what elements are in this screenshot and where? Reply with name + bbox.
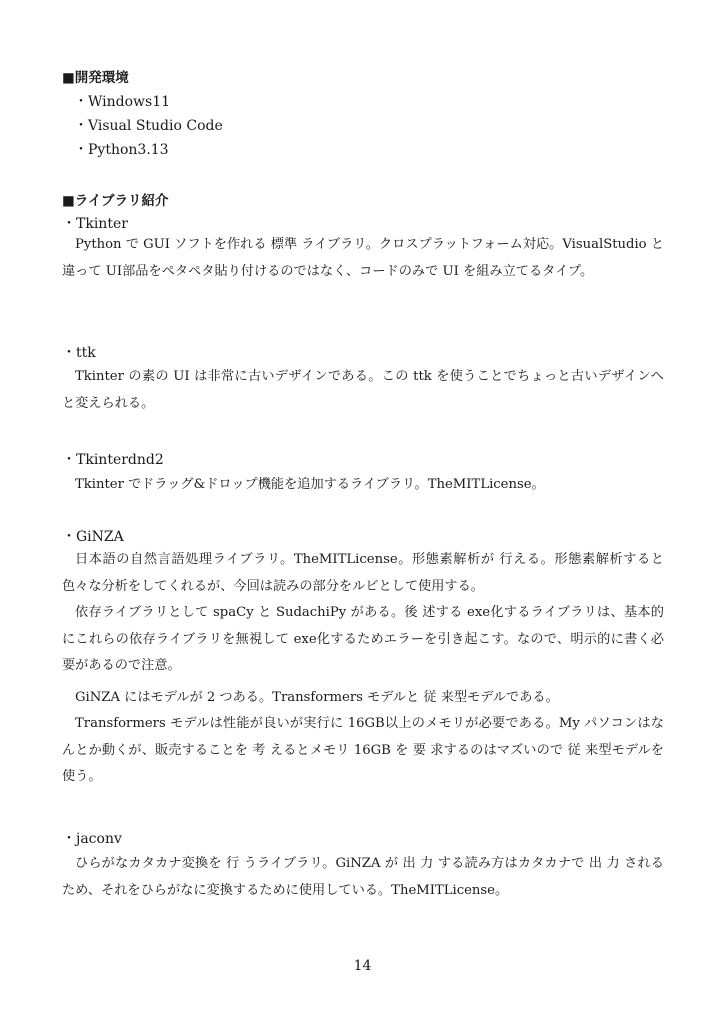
library-desc-tkinter: Python で GUI ソフトを作れる 標準 ライブラリ。クロスプラットフォーム対応。VisualStudio と違って UI部品をペタペタ貼り付けるのではなく、コードのみで UI を組み立てるタイプ。	[62, 237, 664, 279]
library-desc-ginza-2: 依存ライブラリとして spaCy と SudachiPy がある。後 述する exe化するライブラリは、基本的にこれらの依存ライブラリを無視して exe化するためエラーを引き起こす。なので、明示的に書く必要があるので注意。	[62, 605, 664, 673]
dev-env-item: ・Visual Studio Code	[74, 118, 223, 134]
library-name-jaconv: ・jaconv	[62, 831, 122, 847]
library-desc-ginza-4: Transformers モデルは性能が良いが実行に 16GB以上のメモリが必要である。My パソコンはなんとか動くが、販売することを 考 えるとメモリ 16GB を 要 求するのはマズいので 従 来型モデルを使う。	[62, 716, 664, 784]
dev-env-heading: ■開発環境	[62, 70, 129, 86]
dev-env-item: ・Python3.13	[74, 142, 169, 158]
library-name-tkinter: ・Tkinter	[62, 216, 128, 232]
library-name-tkinterdnd2: ・Tkinterdnd2	[62, 452, 164, 468]
library-desc-ginza-3: GiNZA にはモデルが 2 つある。Transformers モデルと 従 来型モデルである。	[75, 690, 559, 705]
library-name-ginza: ・GiNZA	[62, 529, 124, 545]
library-desc-tkinterdnd2: Tkinter でドラッグ&ドロップ機能を追加するライブラリ。TheMITLicense。	[75, 477, 545, 492]
library-name-ttk: ・ttk	[62, 345, 96, 361]
library-desc-jaconv: ひらがなカタカナ変換を 行 うライブラリ。GiNZA が 出 力 する読み方はカタカナで 出 力 されるため、それをひらがなに変換するために使用している。TheMITLicense。	[62, 856, 664, 898]
library-desc-ttk: Tkinter の素の UI は非常に古いデザインである。この ttk を使うことでちょっと古いデザインへと変えられる。	[62, 369, 664, 411]
page-number: 14	[353, 958, 372, 974]
library-desc-ginza-1: 日本語の自然言語処理ライブラリ。TheMITLicense。形態素解析が 行える。形態素解析すると色々な分析をしてくれるが、今回は読みの部分をルビとして使用する。	[62, 552, 664, 594]
dev-env-item: ・Windows11	[74, 94, 171, 110]
libraries-heading: ■ライブラリ紹介	[62, 193, 169, 209]
